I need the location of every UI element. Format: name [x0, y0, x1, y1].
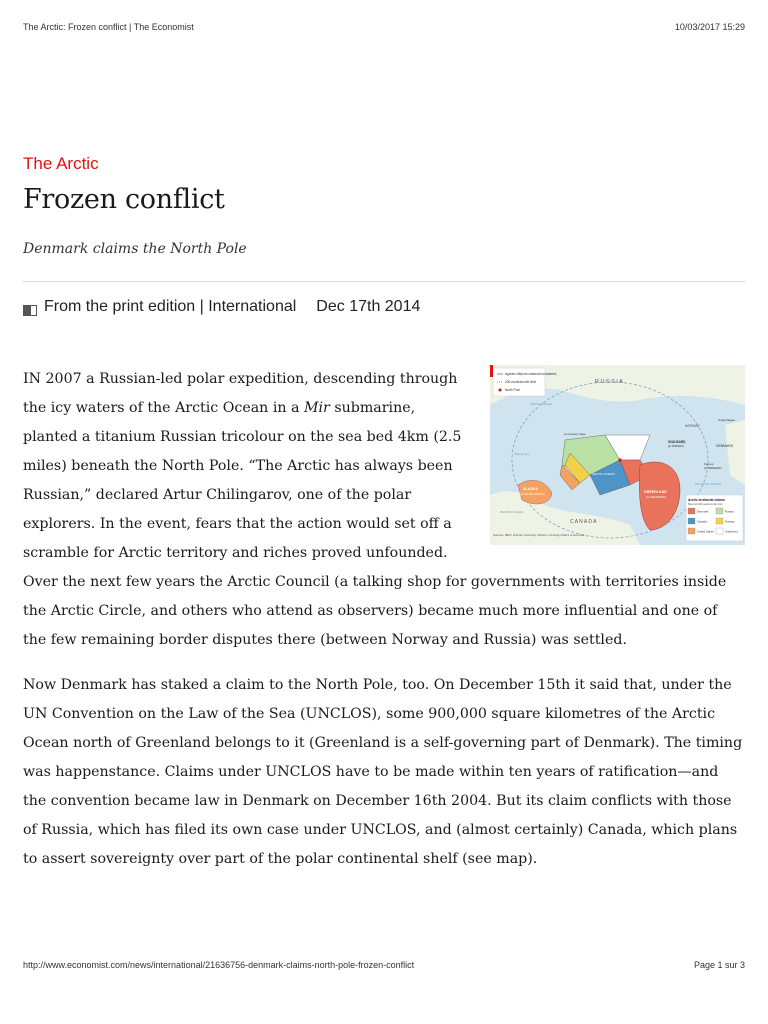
- article: [23, 154, 745, 890]
- article-headline: Frozen conflict: [23, 184, 225, 215]
- publish-date: Dec 17th 2014: [316, 298, 421, 315]
- paragraph-2: Now Denmark has staked a claim to the North Pole, too. On December 15th it said that, under the UN Convention on the Law of the Sea (UNCLOS), some 900,000 square kilometres of the Arctic Ocean north of Greenland belongs to it (Greenland is a self-governing part of Denmark). The timing was happenstance. Claims under UNCLOS have to be made within ten years of ratification—and the convention became law in Denmark on December 16th 2004. But its claim conflicts with those of Russia, which has filed its own case under UNCLOS, and (almost certainly) Canada, which plans to assert sovereignty over part of the polar continental shelf (see map).: [23, 677, 743, 867]
- article-meta: [23, 297, 745, 317]
- paragraph-1-text-a: IN 2007 a Russian-led polar expedition, descending through the icy waters of the Arctic Ocean in a: [23, 371, 458, 416]
- print-datetime: 10/03/2017 15:29: [674, 22, 745, 32]
- paragraph-1-emphasis: Mir: [303, 400, 330, 416]
- claims-swatch: [688, 508, 695, 514]
- arctic-claims-map: [490, 365, 745, 545]
- claims-legend-title: Arctic territorial claims: [688, 498, 725, 502]
- claims-swatch: [688, 528, 695, 534]
- label-norway: NORWAY: [685, 424, 700, 428]
- label-alaska-sub: (to UNITED STATES): [520, 493, 545, 496]
- label-svalbard-sub: (to NORWAY): [668, 445, 684, 448]
- label-alaska: ALASKA: [523, 487, 538, 491]
- key-200nm: 200-nautical-mile limit: [505, 380, 536, 384]
- label-faroes-sub: (to DENMARK): [704, 467, 722, 470]
- print-footer: [23, 960, 745, 970]
- label-lomonosov: Lomonosov ridge: [564, 432, 586, 436]
- claims-swatch: [716, 528, 723, 534]
- print-url[interactable]: http://www.economist.com/news/international/21636756-denmark-claims-north-pole-frozen-conflict: [23, 960, 415, 970]
- label-copenhagen: Copenhagen: [718, 418, 736, 422]
- label-pacific: PACIFIC OCEAN: [500, 510, 524, 514]
- claims-swatch: [716, 508, 723, 514]
- label-arctic-circle: ARCTIC CIRCLE: [530, 402, 552, 406]
- claims-label: Denmark: [697, 509, 709, 514]
- article-body: [23, 365, 745, 874]
- label-faroes: Faroes: [704, 462, 714, 466]
- label-atlantic: ATLANTIC OCEAN: [695, 482, 721, 486]
- claims-label: Russia: [725, 509, 734, 514]
- north-pole-marker: [618, 458, 621, 461]
- claims-label: Canada: [697, 519, 707, 524]
- print-edition-link[interactable]: From the print edition | International: [44, 298, 297, 315]
- label-svalbard: SVALBARD: [668, 440, 686, 444]
- label-denmark: DENMARK: [716, 444, 733, 448]
- map-source: Sources: IBRU, Durham University; Ministry of Foreign Affairs of Denmark: [493, 533, 585, 537]
- article-rubric: Denmark claims the North Pole: [23, 241, 247, 257]
- claims-label: United States: [697, 529, 714, 534]
- label-canada: C A N A D A: [570, 519, 597, 525]
- label-russia: R U S S I A: [595, 379, 623, 385]
- paragraph-1-text-b: submarine, planted a titanium Russian tricolour on the sea bed 4km (2.5 miles) beneath the North Pole. “The Arctic has always been Russian,” declared Artur Chilingarov, one of the polar explorers. In the event, fears that the action would set off a scramble for Arctic territory and riches proved unfounded. Over the next few years the Arctic Council (a talking shop for governments with territories inside the Arctic Circle, and others who attend as observers) became much more influential and one of the few remaining border disputes there (between Norway and Russia) was settled.: [23, 400, 727, 648]
- claims-legend-subtitle: Beyond 200 nautical-mile limit: [688, 503, 723, 506]
- label-greenland: GREENLAND: [644, 490, 667, 494]
- article-flytitle[interactable]: The Arctic: [23, 154, 99, 173]
- divider: [23, 281, 745, 282]
- print-edition-icon: [23, 302, 37, 313]
- label-bering: Bering Sea: [515, 452, 529, 456]
- claims-label: Norway: [725, 519, 735, 524]
- claims-label: Undefined: [725, 529, 738, 534]
- label-greenland-sub: (to DENMARK): [646, 495, 667, 499]
- key-north-pole: North Pole: [505, 388, 521, 392]
- print-page-title: The Arctic: Frozen conflict | The Economist: [23, 22, 194, 32]
- claims-swatch: [688, 518, 695, 524]
- page-number: Page 1 sur 3: [693, 960, 745, 970]
- print-header: [23, 22, 745, 32]
- claims-swatch: [716, 518, 723, 524]
- label-arctic: ARCTIC OCEAN: [592, 472, 615, 476]
- key-boundaries: Agreed offshore national boundaries: [505, 372, 557, 376]
